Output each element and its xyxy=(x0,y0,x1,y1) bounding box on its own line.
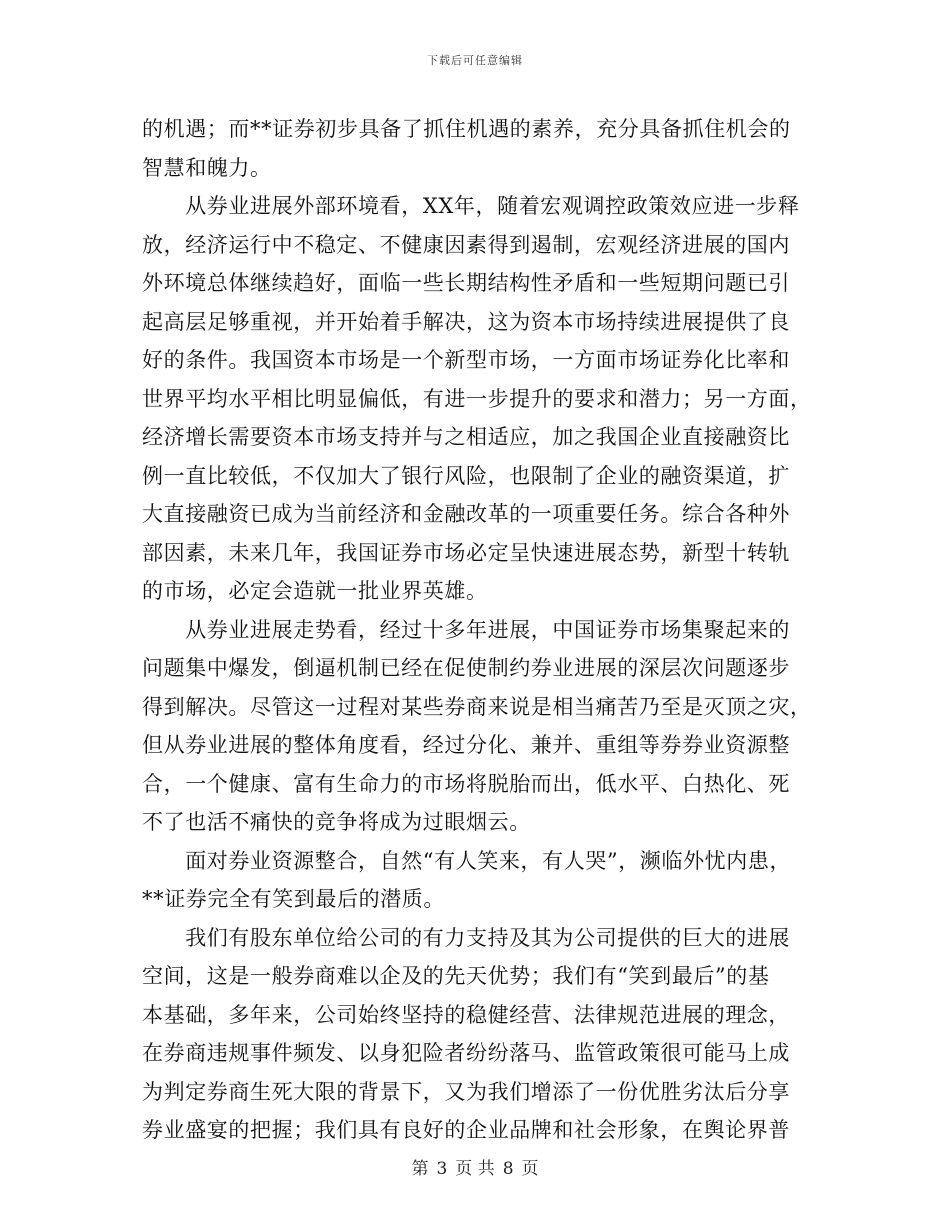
page-footer xyxy=(0,1154,950,1179)
text-line: 经济增长需要资本市场支持并与之相适应，加之我国企业直接融资比 xyxy=(142,425,790,449)
text-line: 在券商违规事件频发、以身犯险者纷纷落马、监管政策很可能马上成 xyxy=(142,1041,790,1065)
text-line: 问题集中爆发，倒逼机制已经在促使制约券业进展的深层次问题逐步 xyxy=(142,656,790,680)
text-line: 为判定券商生死大限的背景下，又为我们增添了一份优胜劣汰后分享 xyxy=(142,1079,790,1104)
text-line: 空间，这是一般券商难以企及的先天优势；我们有“笑到最后”的基 xyxy=(142,964,770,988)
footer-suffix: 页 xyxy=(521,1159,539,1179)
text-line: 的机遇；而**证券初步具备了抓住机遇的素养，充分具备抓住机会的 xyxy=(142,117,791,141)
text-line: 例一直比较低，不仅加大了银行风险，也限制了企业的融资渠道，扩 xyxy=(142,463,790,488)
text-line: 本基础，多年来，公司始终坚持的稳健经营、法律规范进展的理念， xyxy=(142,1002,790,1027)
header-note: 下载后可任意编辑 xyxy=(427,54,523,67)
text-line: 从券业进展外部环境看，XX年，随着宏观调控政策效应进一步释 xyxy=(142,194,800,218)
text-line: 部因素，未来几年，我国证券市场必定呈快速进展态势，新型十转轨 xyxy=(142,540,790,565)
text-line: 合，一个健康、富有生命力的市场将脱胎而出，低水平、白热化、死 xyxy=(142,771,790,796)
text-line: 世界平均水平相比明显偏低，有进一步提升的要求和潜力；另一方面， xyxy=(142,386,812,411)
text-line: 得到解决。尽管这一过程对某些券商来说是相当痛苦乃至是灭顶之灾， xyxy=(142,694,812,719)
text-line: 但从券业进展的整体角度看，经过分化、兼并、重组等券券业资源整 xyxy=(142,733,790,757)
text-line: 起高层足够重视，并开始着手解决，这为资本市场持续进展提供了良 xyxy=(142,309,790,334)
text-line: 券业盛宴的把握；我们具有良好的企业品牌和社会形象，在舆论界普 xyxy=(142,1118,790,1142)
text-line: 好的条件。我国资本市场是一个新型市场，一方面市场证券化比率和 xyxy=(142,348,790,372)
text-line: 从券业进展走势看，经过十多年进展，中国证券市场集聚起来的 xyxy=(142,617,790,642)
text-line: 我们有股东单位给公司的有力支持及其为公司提供的巨大的进展 xyxy=(142,925,790,950)
text-line: 的市场，必定会造就一批业界英雄。 xyxy=(142,579,488,603)
text-line: 大直接融资已成为当前经济和金融改革的一项重要任务。综合各种外 xyxy=(142,502,790,526)
body-text xyxy=(142,110,812,1150)
text-line: 外环境总体继续趋好，面临一些长期结构性矛盾和一些短期问题已引 xyxy=(142,271,790,295)
text-line: **证券完全有笑到最后的潜质。 xyxy=(142,887,445,911)
current-page-number: 3 xyxy=(436,1159,448,1179)
footer-prefix: 第 xyxy=(411,1159,429,1179)
text-line: 智慧和魄力。 xyxy=(142,155,272,180)
footer-middle: 页 共 xyxy=(455,1159,495,1179)
total-page-count: 8 xyxy=(502,1159,514,1179)
text-line: 面对券业资源整合，自然“有人笑来，有人哭”，濒临外忧内患， xyxy=(142,848,792,873)
text-line: 放，经济运行中不稳定、不健康因素得到遏制，宏观经济进展的国内 xyxy=(142,232,790,257)
text-line: 不了也活不痛快的竞争将成为过眼烟云。 xyxy=(142,810,531,834)
